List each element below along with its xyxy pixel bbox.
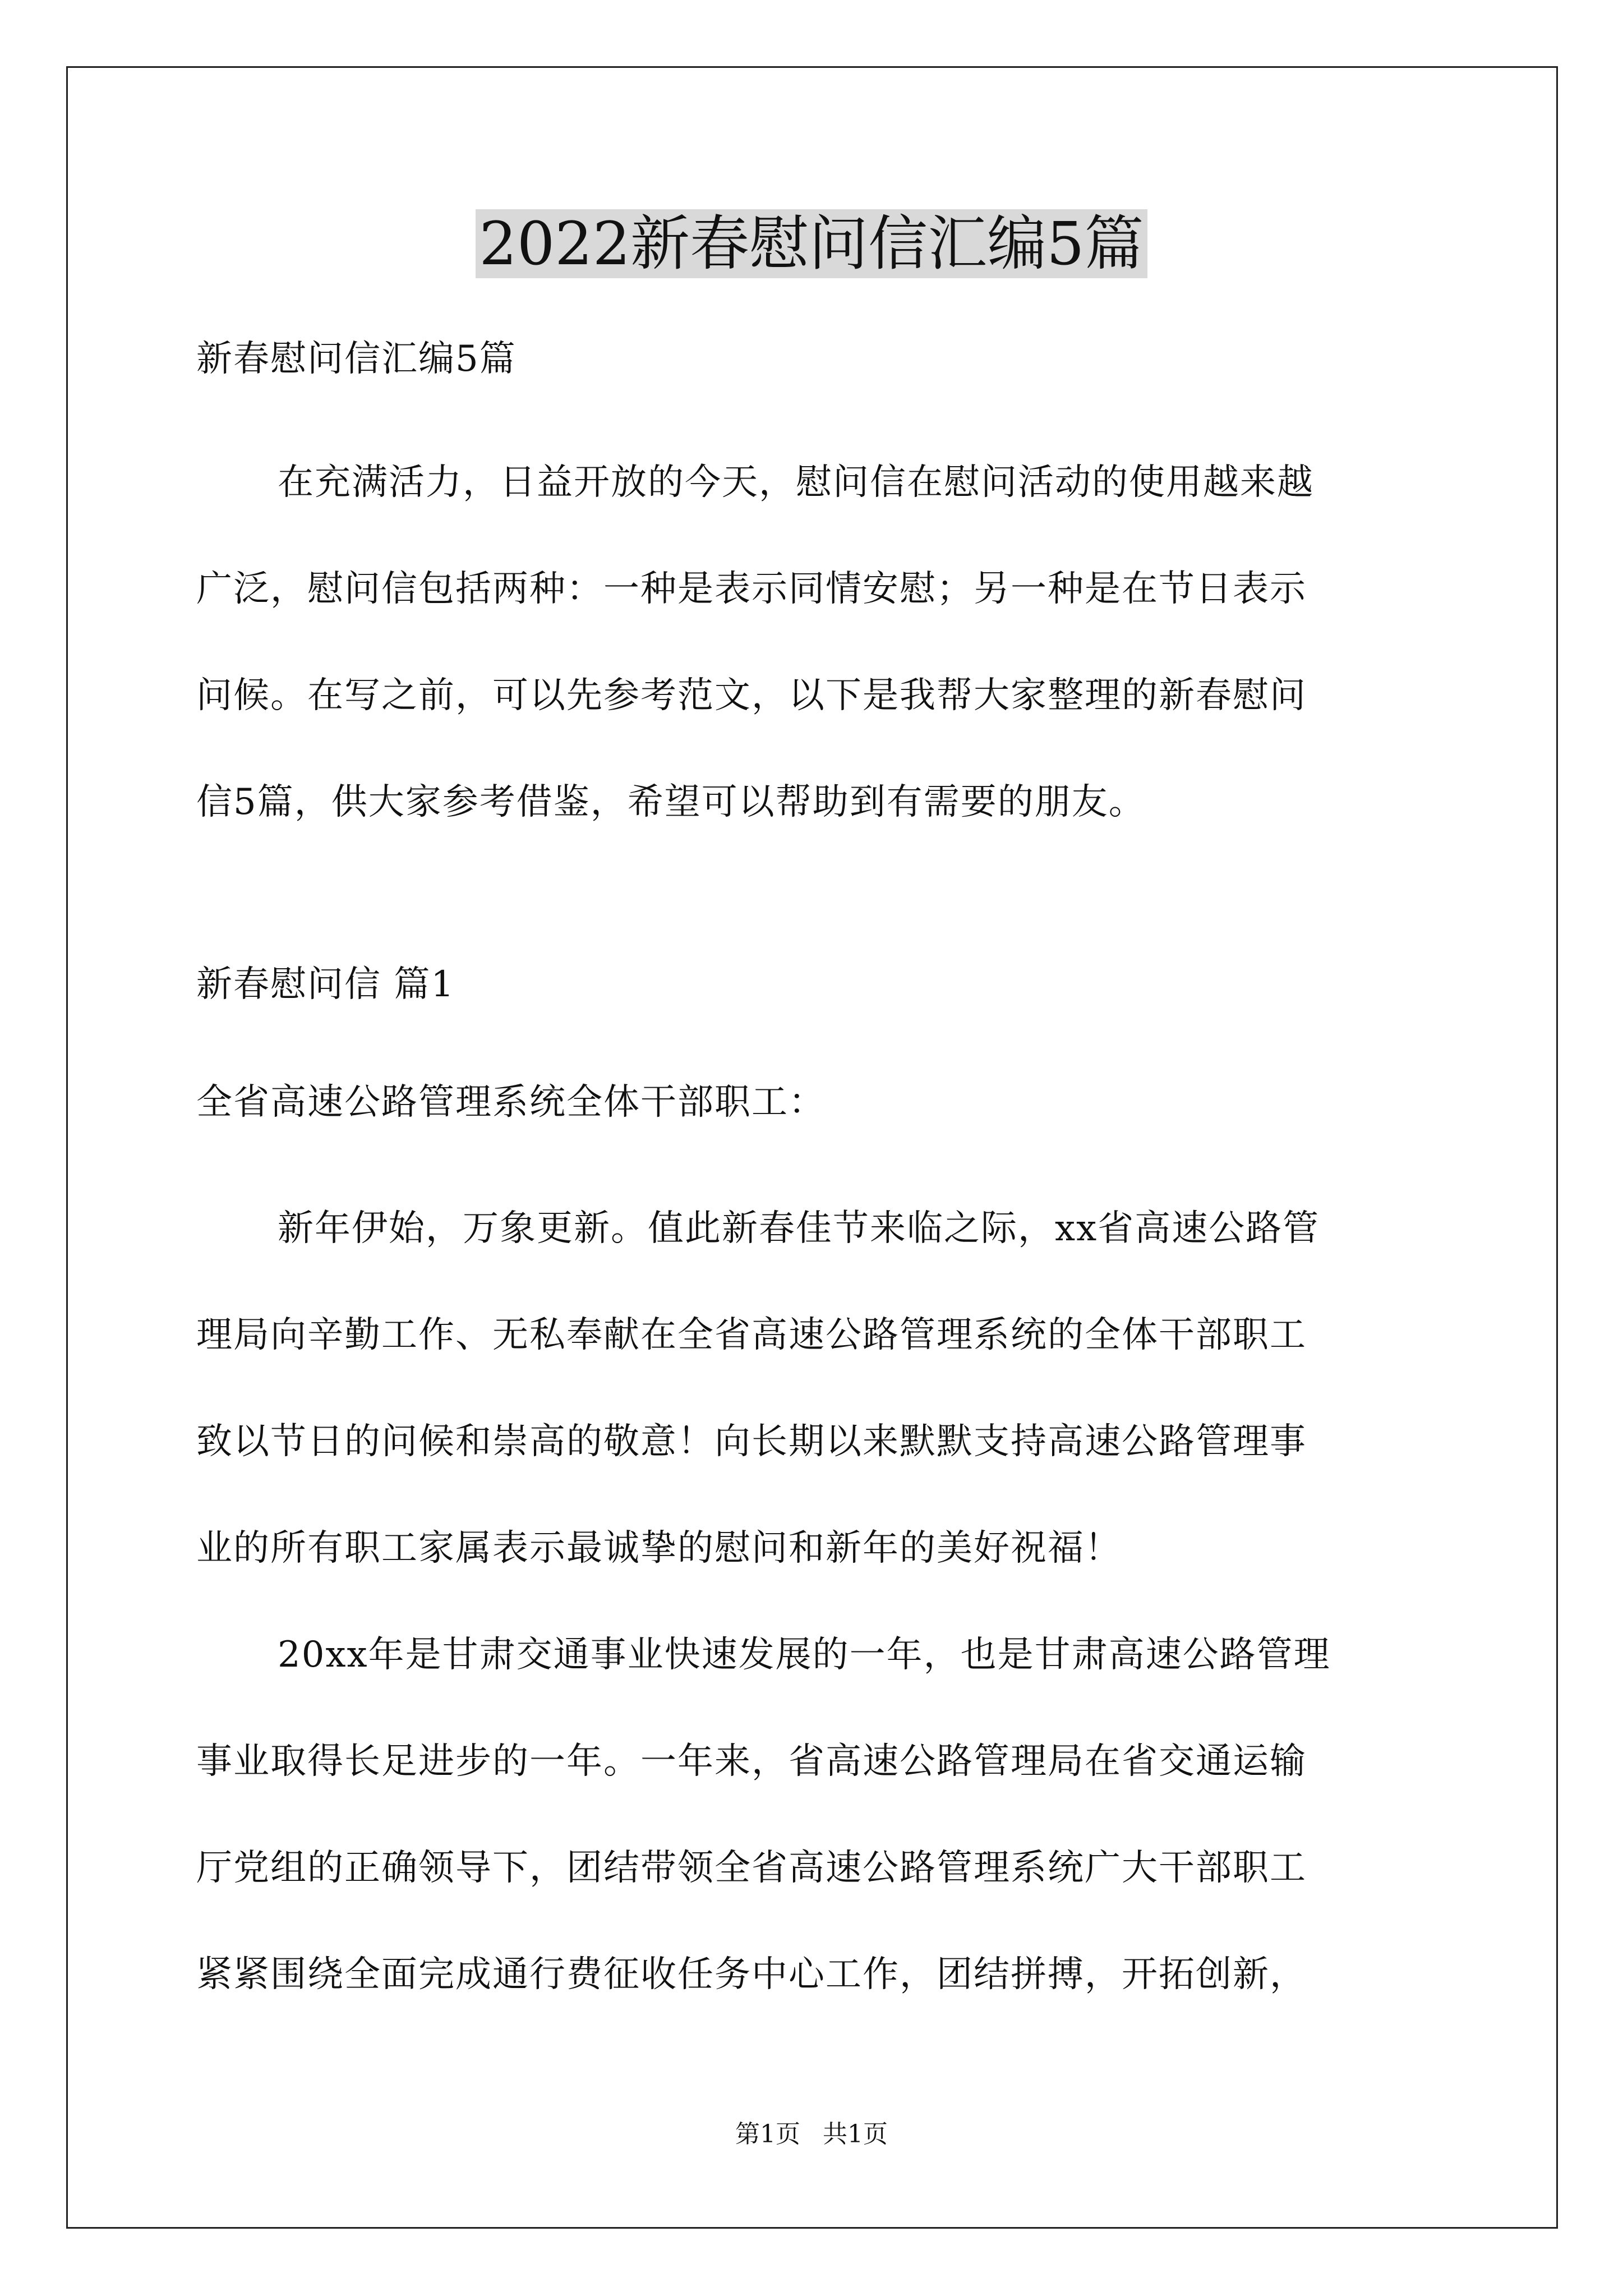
page-border (66, 66, 1558, 2229)
title-text: 2022新春慰问信汇编5篇 (476, 209, 1147, 278)
page-footer (0, 2118, 1623, 2151)
paragraph-line: 新年伊始，万象更新。值此新春佳节来临之际，xx省高速公路管 (278, 1208, 1320, 1249)
paragraph-line: 厅党组的正确领导下，团结带领全省高速公路管理系统广大干部职工 (196, 1847, 1307, 1889)
subtitle-line: 新春慰问信汇编5篇 (196, 338, 517, 380)
paragraph-line: 广泛，慰问信包括两种：一种是表示同情安慰；另一种是在节日表示 (196, 568, 1307, 610)
paragraph-line: 致以节日的问候和崇高的敬意！向长期以来默默支持高速公路管理事 (196, 1421, 1307, 1462)
paragraph-line: 在充满活力，日益开放的今天，慰问信在慰问活动的使用越来越 (278, 462, 1314, 503)
paragraph-line: 紧紧围绕全面完成通行费征收任务中心工作，团结拼搏，开拓创新， (196, 1954, 1307, 1995)
paragraph-line: 业的所有职工家属表示最诚挚的慰问和新年的美好祝福！ (196, 1527, 1122, 1569)
paragraph-line: 问候。在写之前，可以先参考范文，以下是我帮大家整理的新春慰问 (196, 675, 1307, 716)
paragraph-line: 信5篇，供大家参考借鉴，希望可以帮助到有需要的朋友。 (196, 781, 1146, 823)
paragraph-line: 事业取得长足进步的一年。一年来，省高速公路管理局在省交通运输 (196, 1741, 1307, 1782)
document-title (0, 205, 1623, 283)
paragraph-line: 理局向辛勤工作、无私奉献在全省高速公路管理系统的全体干部职工 (196, 1314, 1307, 1356)
section-heading: 新春慰问信 篇1 (196, 964, 455, 1005)
page-number: 第1页 (735, 2120, 800, 2148)
page-total: 共1页 (823, 2120, 888, 2148)
paragraph-line: 20xx年是甘肃交通事业快速发展的一年，也是甘肃高速公路管理 (278, 1634, 1331, 1676)
salutation-line: 全省高速公路管理系统全体干部职工： (196, 1082, 826, 1123)
